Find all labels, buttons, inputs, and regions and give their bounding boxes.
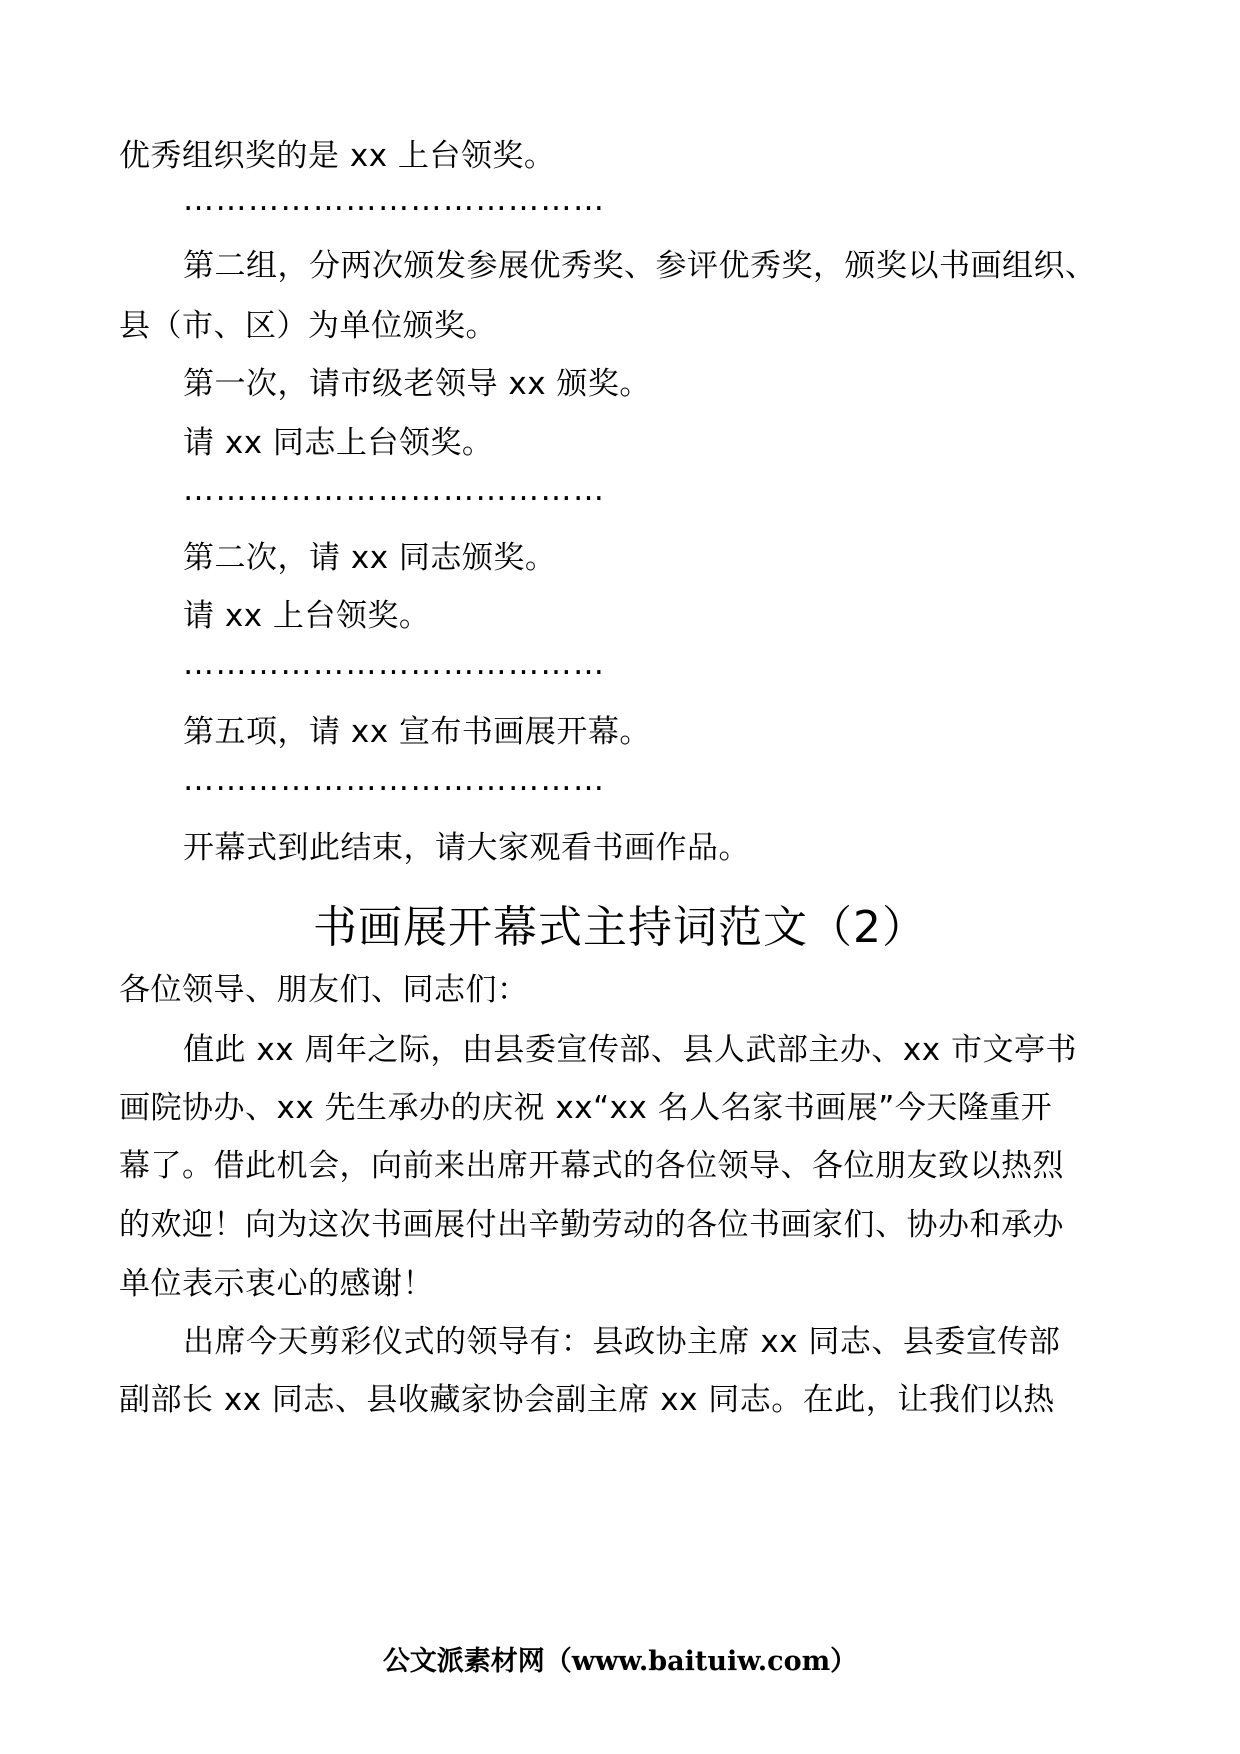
text-line: 值此 xx 周年之际，由县委宣传部、县人武部主办、xx 市文亭书 <box>183 1032 1077 1068</box>
footer-source: 公文派素材网（www.baituiw.com） <box>382 1646 858 1677</box>
text-line: 第二次，请 xx 同志颁奖。 <box>183 540 557 576</box>
section-title: 书画展开幕式主持词范文（2） <box>313 902 927 953</box>
text-line: 的欢迎！向为这次书画展付出辛勤劳动的各位书画家们、协办和承办 <box>119 1207 1064 1243</box>
text-line: 第五项，请 xx 宣布书画展开幕。 <box>183 714 651 750</box>
text-line: 单位表示衷心的感谢！ <box>119 1266 434 1302</box>
dotted-separator: ………………………………… <box>183 762 606 798</box>
salutation: 各位领导、朋友们、同志们： <box>119 972 529 1008</box>
text-line: 优秀组织奖的是 xx 上台领奖。 <box>119 138 556 174</box>
text-line: 画院协办、xx 先生承办的庆祝 xx“xx 名人名家书画展”今天隆重开 <box>119 1090 1053 1126</box>
text-line: 县（市、区）为单位颁奖。 <box>119 308 497 344</box>
text-line: 幕了。借此机会，向前来出席开幕式的各位领导、各位朋友致以热烈 <box>119 1148 1064 1184</box>
dotted-separator: ………………………………… <box>183 646 606 682</box>
text-line: 第一次，请市级老领导 xx 颁奖。 <box>183 366 651 402</box>
text-line: 副部长 xx 同志、县收藏家协会副主席 xx 同志。在此，让我们以热 <box>119 1382 1055 1418</box>
text-line: 第二组，分两次颁发参展优秀奖、参评优秀奖，颁奖以书画组织、 <box>183 248 1097 284</box>
dotted-separator: ………………………………… <box>183 182 606 218</box>
text-line: 请 xx 上台领奖。 <box>183 598 431 634</box>
text-line: 出席今天剪彩仪式的领导有：县政协主席 xx 同志、县委宣传部 <box>183 1324 1061 1360</box>
dotted-separator: ………………………………… <box>183 472 606 508</box>
text-line: 开幕式到此结束，请大家观看书画作品。 <box>183 830 750 866</box>
text-line: 请 xx 同志上台领奖。 <box>183 425 494 461</box>
